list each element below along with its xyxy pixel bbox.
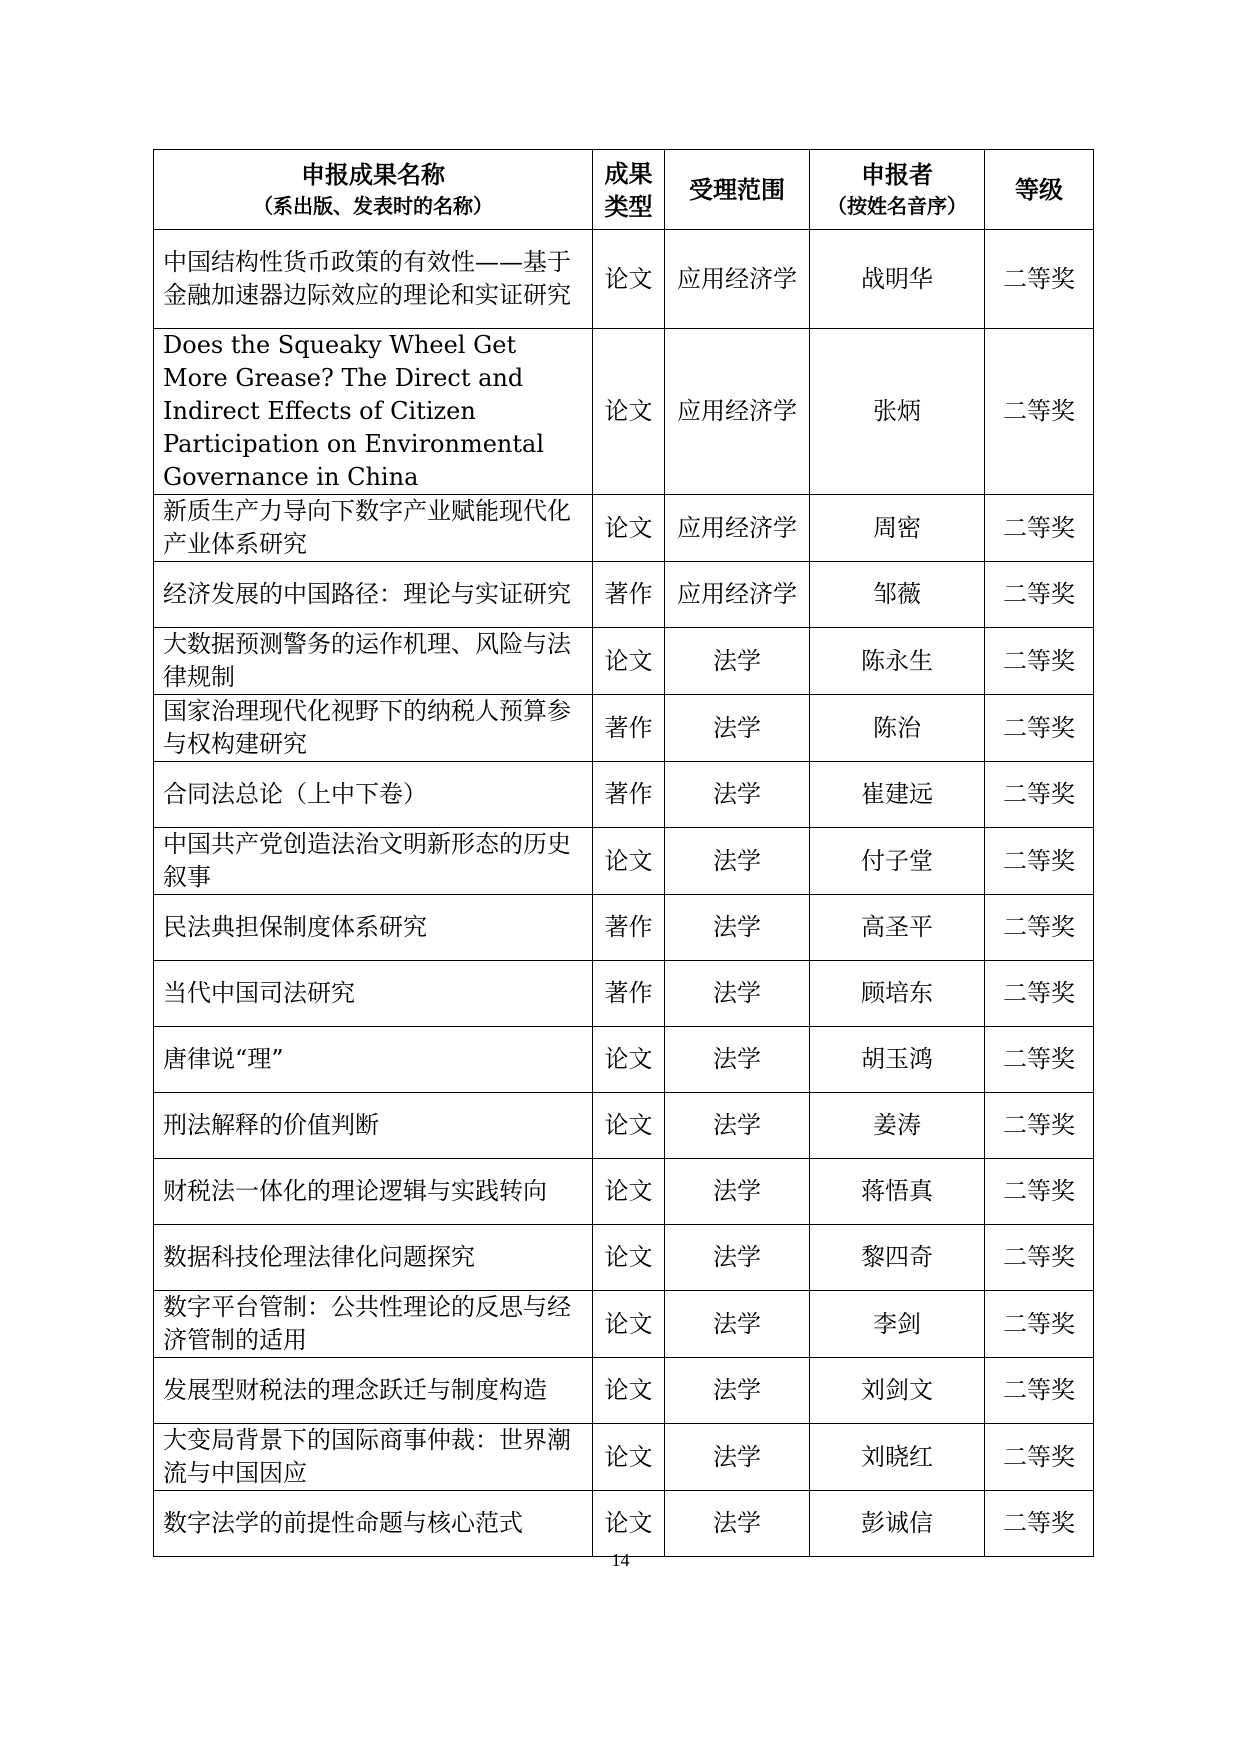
cell-applicant: 姜涛 xyxy=(810,1093,985,1159)
table-row xyxy=(154,1093,1094,1159)
cell-applicant: 高圣平 xyxy=(810,895,985,961)
cell-title: 数字平台管制：公共性理论的反思与经济管制的适用 xyxy=(154,1291,593,1358)
header-applicant-sub: （按姓名音序） xyxy=(827,194,967,218)
cell-type: 论文 xyxy=(593,1358,665,1424)
cell-type: 论文 xyxy=(593,495,665,562)
cell-type: 论文 xyxy=(593,1424,665,1491)
cell-scope: 法学 xyxy=(665,1159,810,1225)
table-row xyxy=(154,562,1094,628)
cell-title: 发展型财税法的理念跃迁与制度构造 xyxy=(154,1358,593,1424)
cell-title: 当代中国司法研究 xyxy=(154,961,593,1027)
cell-type: 论文 xyxy=(593,1159,665,1225)
cell-grade: 二等奖 xyxy=(985,1358,1094,1424)
header-grade: 等级 xyxy=(985,150,1094,230)
cell-title: 国家治理现代化视野下的纳税人预算参与权构建研究 xyxy=(154,695,593,762)
cell-grade: 二等奖 xyxy=(985,230,1094,329)
cell-title: 唐律说“理” xyxy=(154,1027,593,1093)
cell-applicant: 张炳 xyxy=(810,329,985,495)
cell-grade: 二等奖 xyxy=(985,1093,1094,1159)
cell-grade: 二等奖 xyxy=(985,1424,1094,1491)
cell-title: 刑法解释的价值判断 xyxy=(154,1093,593,1159)
cell-scope: 应用经济学 xyxy=(665,562,810,628)
cell-applicant: 顾培东 xyxy=(810,961,985,1027)
cell-grade: 二等奖 xyxy=(985,828,1094,895)
cell-grade: 二等奖 xyxy=(985,329,1094,495)
cell-grade: 二等奖 xyxy=(985,1491,1094,1557)
table-row xyxy=(154,329,1094,495)
cell-scope: 法学 xyxy=(665,1225,810,1291)
cell-type: 论文 xyxy=(593,828,665,895)
cell-grade: 二等奖 xyxy=(985,1291,1094,1358)
header-type: 成果类型 xyxy=(593,150,665,230)
cell-applicant: 战明华 xyxy=(810,230,985,329)
table-row xyxy=(154,230,1094,329)
cell-type: 论文 xyxy=(593,1491,665,1557)
header-applicant-label: 申报者 xyxy=(861,160,933,189)
cell-grade: 二等奖 xyxy=(985,562,1094,628)
cell-scope: 法学 xyxy=(665,1027,810,1093)
cell-applicant: 崔建远 xyxy=(810,762,985,828)
cell-grade: 二等奖 xyxy=(985,961,1094,1027)
cell-type: 著作 xyxy=(593,695,665,762)
table-row xyxy=(154,961,1094,1027)
header-title xyxy=(154,150,593,230)
table-row xyxy=(154,895,1094,961)
cell-type: 论文 xyxy=(593,1027,665,1093)
page-number: 14 xyxy=(611,1550,630,1570)
cell-grade: 二等奖 xyxy=(985,1225,1094,1291)
cell-scope: 应用经济学 xyxy=(665,230,810,329)
cell-scope: 法学 xyxy=(665,1291,810,1358)
cell-grade: 二等奖 xyxy=(985,895,1094,961)
awards-table xyxy=(153,149,1094,1557)
cell-scope: 法学 xyxy=(665,1491,810,1557)
cell-grade: 二等奖 xyxy=(985,628,1094,695)
cell-type: 著作 xyxy=(593,961,665,1027)
cell-scope: 应用经济学 xyxy=(665,329,810,495)
cell-scope: 法学 xyxy=(665,828,810,895)
table-body xyxy=(154,230,1094,1557)
table-row xyxy=(154,1225,1094,1291)
cell-applicant: 胡玉鸿 xyxy=(810,1027,985,1093)
cell-title: 民法典担保制度体系研究 xyxy=(154,895,593,961)
cell-title: 新质生产力导向下数字产业赋能现代化产业体系研究 xyxy=(154,495,593,562)
cell-applicant: 刘晓红 xyxy=(810,1424,985,1491)
cell-applicant: 付子堂 xyxy=(810,828,985,895)
cell-title: 经济发展的中国路径：理论与实证研究 xyxy=(154,562,593,628)
table-header-row xyxy=(154,150,1094,230)
header-scope: 受理范围 xyxy=(665,150,810,230)
table-row xyxy=(154,1027,1094,1093)
table-row xyxy=(154,762,1094,828)
cell-scope: 应用经济学 xyxy=(665,495,810,562)
cell-applicant: 彭诚信 xyxy=(810,1491,985,1557)
header-applicant xyxy=(810,150,985,230)
cell-title: Does the Squeaky Wheel Get More Grease? The Direct and Indirect Effects of Citizen Participation on Environmental Governance in China xyxy=(154,329,593,495)
cell-title: 中国共产党创造法治文明新形态的历史叙事 xyxy=(154,828,593,895)
cell-title: 大数据预测警务的运作机理、风险与法律规制 xyxy=(154,628,593,695)
cell-type: 论文 xyxy=(593,628,665,695)
cell-applicant: 黎四奇 xyxy=(810,1225,985,1291)
cell-grade: 二等奖 xyxy=(985,495,1094,562)
cell-grade: 二等奖 xyxy=(985,1027,1094,1093)
cell-type: 论文 xyxy=(593,1291,665,1358)
cell-scope: 法学 xyxy=(665,762,810,828)
cell-grade: 二等奖 xyxy=(985,1159,1094,1225)
cell-type: 论文 xyxy=(593,230,665,329)
cell-scope: 法学 xyxy=(665,1424,810,1491)
cell-scope: 法学 xyxy=(665,961,810,1027)
table-row xyxy=(154,1424,1094,1491)
cell-applicant: 李剑 xyxy=(810,1291,985,1358)
cell-scope: 法学 xyxy=(665,695,810,762)
table-row xyxy=(154,828,1094,895)
cell-title: 数据科技伦理法律化问题探究 xyxy=(154,1225,593,1291)
cell-applicant: 周密 xyxy=(810,495,985,562)
header-title-label: 申报成果名称 xyxy=(301,160,445,189)
table-row xyxy=(154,1291,1094,1358)
cell-type: 著作 xyxy=(593,762,665,828)
cell-type: 著作 xyxy=(593,895,665,961)
cell-title: 大变局背景下的国际商事仲裁：世界潮流与中国因应 xyxy=(154,1424,593,1491)
cell-applicant: 邹薇 xyxy=(810,562,985,628)
cell-scope: 法学 xyxy=(665,1093,810,1159)
table-row xyxy=(154,495,1094,562)
cell-scope: 法学 xyxy=(665,628,810,695)
cell-applicant: 刘剑文 xyxy=(810,1358,985,1424)
cell-applicant: 蒋悟真 xyxy=(810,1159,985,1225)
cell-type: 著作 xyxy=(593,562,665,628)
cell-grade: 二等奖 xyxy=(985,695,1094,762)
cell-scope: 法学 xyxy=(665,895,810,961)
cell-scope: 法学 xyxy=(665,1358,810,1424)
cell-grade: 二等奖 xyxy=(985,762,1094,828)
table-row xyxy=(154,1358,1094,1424)
cell-applicant: 陈治 xyxy=(810,695,985,762)
cell-title: 财税法一体化的理论逻辑与实践转向 xyxy=(154,1159,593,1225)
cell-title: 中国结构性货币政策的有效性——基于金融加速器边际效应的理论和实证研究 xyxy=(154,230,593,329)
cell-type: 论文 xyxy=(593,1093,665,1159)
table-row xyxy=(154,1159,1094,1225)
cell-applicant: 陈永生 xyxy=(810,628,985,695)
cell-type: 论文 xyxy=(593,329,665,495)
header-title-sub: （系出版、发表时的名称） xyxy=(253,194,493,218)
cell-title: 数字法学的前提性命题与核心范式 xyxy=(154,1491,593,1557)
table-row xyxy=(154,628,1094,695)
cell-title: 合同法总论（上中下卷） xyxy=(154,762,593,828)
table-row xyxy=(154,695,1094,762)
table-row xyxy=(154,1491,1094,1557)
cell-type: 论文 xyxy=(593,1225,665,1291)
